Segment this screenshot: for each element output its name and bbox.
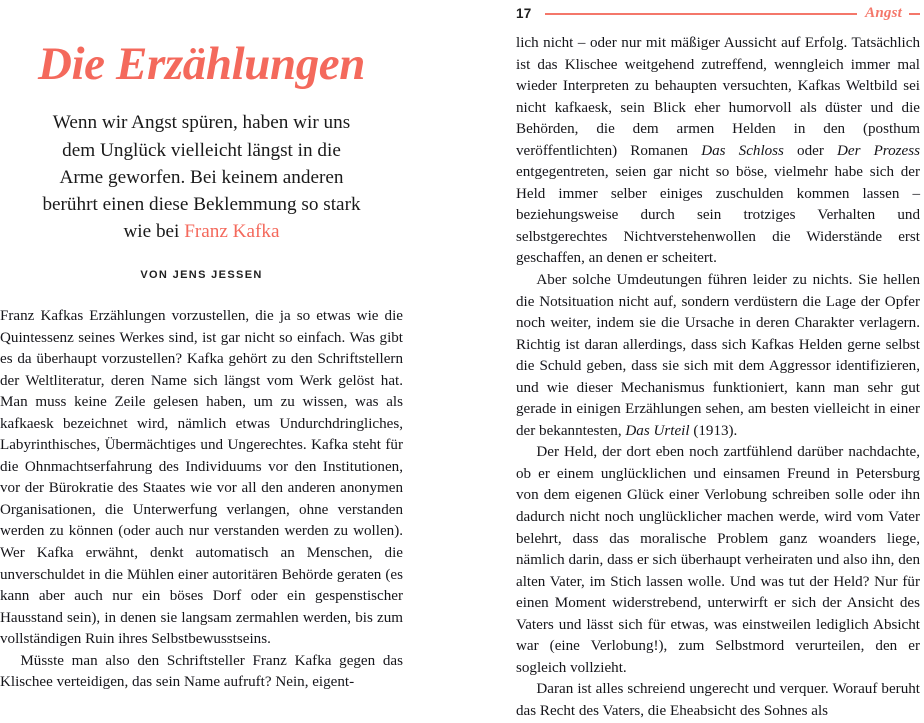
running-head-end-dash <box>909 13 920 15</box>
article-header <box>0 40 403 281</box>
paragraph-text: oder <box>783 142 837 159</box>
paragraph-text: entgegentreten, seien gar nicht so böse, vielmehr habe sich der Held immer selber einiges zuschulden kommen lassen – beziehungsweise durch sein trotziges Verhalten und selbstgerechtes Nichtverstehenwollen die Widerstände erst geschaffen, an denen er scheitert. <box>516 164 920 267</box>
running-head-rule <box>545 13 857 15</box>
page-title: Die Erzählungen <box>37 38 366 90</box>
body-column-left <box>0 306 403 694</box>
page-number: 17 <box>516 6 532 22</box>
paragraph-text: lich nicht – oder nur mit mäßiger Aussicht auf Erfolg. Tatsächlich ist das Klischee weitgehend zutreffend, wenngleich immer mal wieder Interpreten zu behaupten versuchten, Kafkas Weltbild sei nicht kafkaesk, sein Blick eher humorvoll als düster und die Behörden, die dem armen Helden in den (posthum veröffentlichten) Romanen <box>516 35 920 159</box>
running-head <box>516 0 920 26</box>
running-head-section-title: Angst <box>865 4 902 21</box>
paragraph-text: Aber solche Umdeutungen führen leider zu nichts. Sie hellen die Notsituation nicht auf, sondern verdüstern die Lage der Opfer noch weiter, indem sie die Ursache in deren Charakter verlagern. Richtig ist daran allerdings, dass sich Kafkas Helden gerne selbst die Schuld geben, dass sie sich mit dem Aggressor identifizieren, und wie dieser Mechanismus funktioniert, kann man sehr gut gerade in einigen Erzählungen sehen, am besten vielleicht in einer der bekanntesten, <box>516 272 920 439</box>
paragraph: Daran ist alles schreiend ungerecht und verquer. Worauf beruht das Recht des Vaters, die Eheabsicht des Sohnes als <box>516 681 920 719</box>
paragraph: Der Held, der dort eben noch zartfühlend darüber nachdachte, ob er einem unglücklichen und einsamen Freund in Petersburg von dem eigenen Glück einer Verlobung schreiben solle oder ihn dadurch nicht noch unglücklicher machen werde, wird vom Vater belehrt, dass das moralische Problem ganz woanders liege, nämlich darin, dass er sich überhaupt verheiraten und also ihn, den alten Vater, im Stich lassen wolle. Und was tut der Held? Nur für einen Moment widerstrebend, unterwirft er sich der Ansicht des Vaters und lässt sich für etwas, was einstweilen lediglich Absicht war (eine Verlobung!), zum Selbstmord verurteilen, den er sogleich vollzieht. <box>516 444 920 676</box>
standfirst-text: Wenn wir Angst spüren, haben wir uns dem Unglück vielleicht längst in die Arme geworfen. Bei keinem anderen berührt einen diese Beklemmung so stark wie bei <box>42 112 361 243</box>
book-title-das-schloss: Das Schloss <box>701 142 784 159</box>
paragraph <box>516 270 920 442</box>
book-title-der-prozess: Der Prozess <box>836 142 920 159</box>
byline: VON JENS JESSEN <box>140 268 263 281</box>
paragraph: Franz Kafkas Erzählungen vorzustellen, die ja so etwas wie die Quintessenz seines Werkes sind, ist gar nicht so einfach. Was gibt es da überhaupt vorzustellen? Kafka gehört zu den Schriftstellern der Weltliteratur, deren Name sich längst vom Werk gelöst hat. Man muss keine Zeile gelesen haben, um zu wissen, was als kafkaesk bezeichnet wird, nämlich etwas Undurchdringliches, Labyrinthisches, Übermächtiges und Ungerechtes. Kafka steht für die Ohnmachtserfahrung des Individuums vor den Institutionen, vor der Bürokratie des Staates wie vor all den anderen anonymen Organisationen, die Unterwerfung verlangen, ohne verstanden werden zu können (oder auch nur verstanden werden zu wollen). Wer Kafka erwähnt, denkt automatisch an Menschen, die unverschuldet in die Mühlen einer autoritären Behörde geraten (es kann aber auch nur ein böses Dorf oder ein gespenstischer Hausstand sein), in denen sie langsam zermahlen werden, bis zum vollständigen Ruin ihres Selbstbewusstseins. <box>0 308 403 648</box>
standfirst-highlight: Franz Kafka <box>184 221 280 243</box>
paragraph <box>516 33 920 270</box>
body-column-right <box>516 33 920 723</box>
paragraph-text: (1913). <box>689 422 738 439</box>
paragraph: Müsste man also den Schriftsteller Franz Kafka gegen das Klischee verteidigen, das sein Name aufruft? Nein, eigent- <box>0 652 403 691</box>
standfirst <box>42 109 362 245</box>
book-title-das-urteil: Das Urteil <box>625 422 690 439</box>
